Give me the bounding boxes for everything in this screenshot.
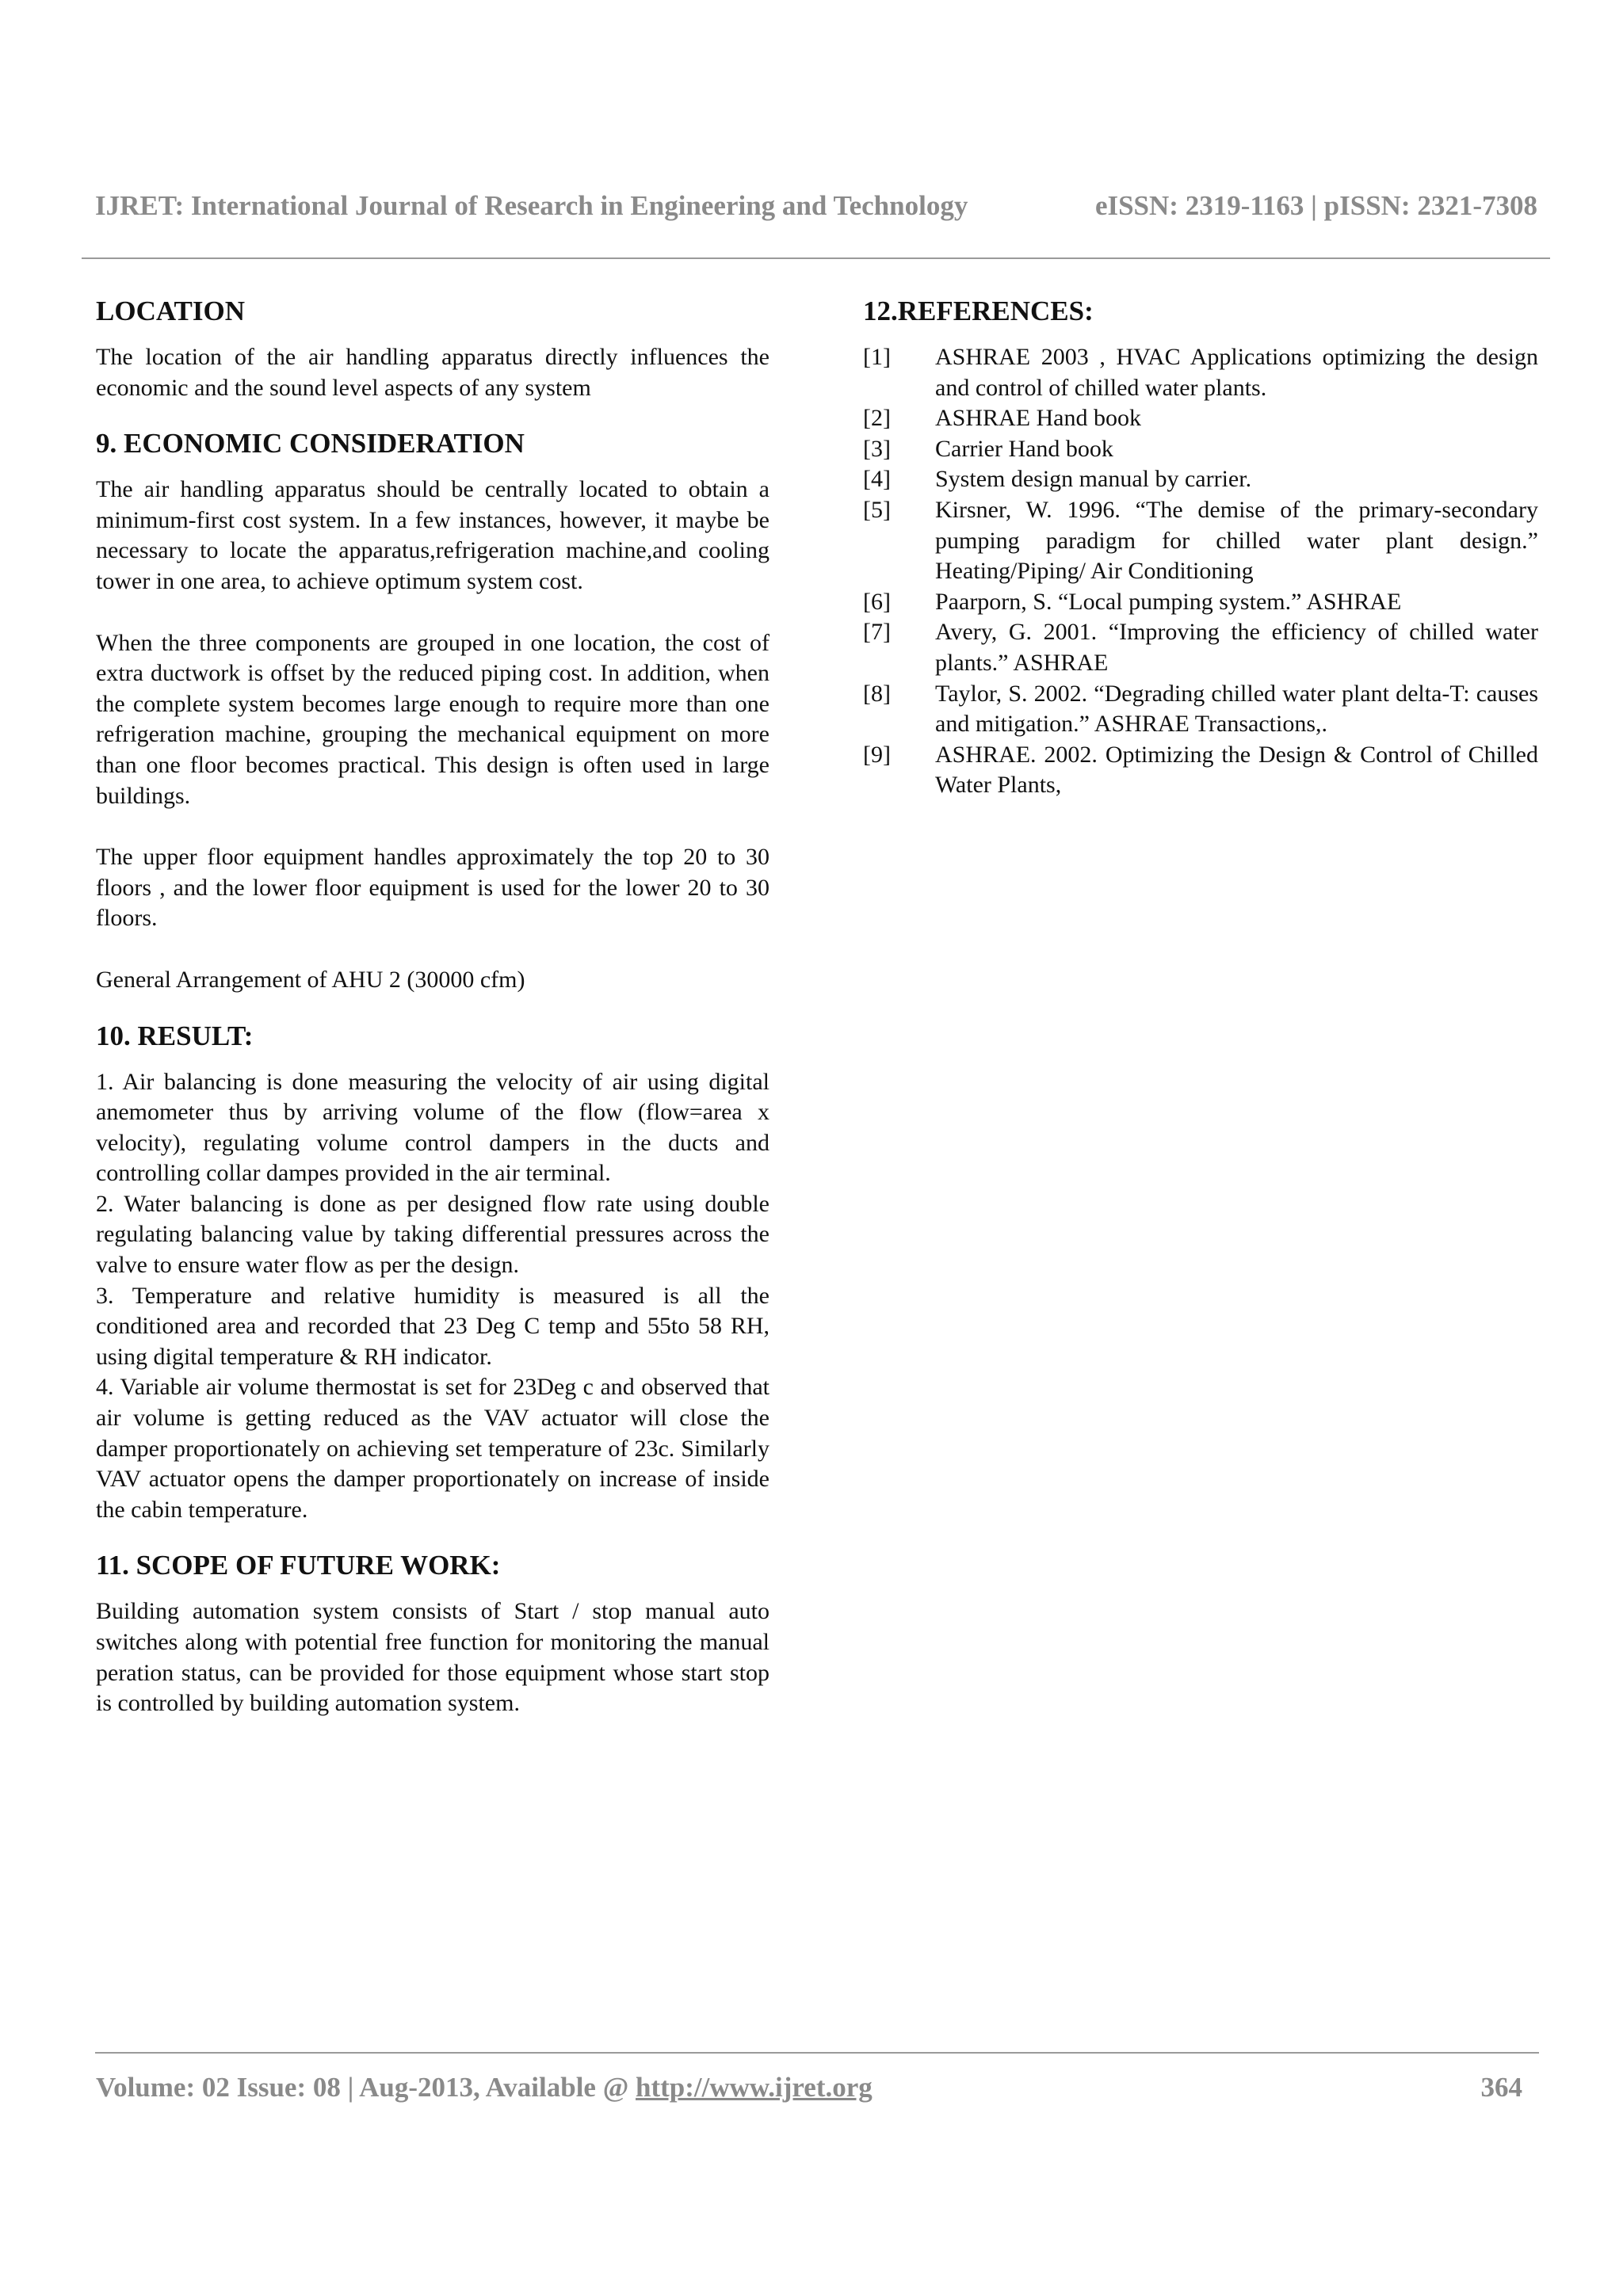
economic-paragraph-1: The air handling apparatus should be centrally located to obtain a minimum-first cost system. In a few instances, however, it maybe be necessary to locate the apparatus,refrigeration machine,and cooling tower in one area, to achieve optimum system cost. <box>96 476 769 594</box>
reference-text: System design manual by carrier. <box>935 466 1252 493</box>
reference-item <box>863 617 1538 678</box>
reference-item <box>863 587 1538 618</box>
reference-number: [9] <box>863 741 891 768</box>
running-header <box>95 190 1537 230</box>
reference-item <box>863 403 1538 434</box>
journal-title: IJRET: International Journal of Research in Engineering and Technology <box>95 190 968 221</box>
journal-link[interactable]: http://www.ijret.org <box>636 2072 873 2103</box>
reference-number: [5] <box>863 496 891 523</box>
result-item-4: 4. Variable air volume thermostat is set for 23Deg c and observed that air volume is getting reduced as the VAV actuator will close the damper proportionately on achieving set temperature of 23c. Similarly VAV actuator opens the damper proportionately on increase of inside the cabin temperature. <box>96 1374 769 1523</box>
reference-number: [3] <box>863 435 891 462</box>
result-heading: 10. RESULT: <box>96 1020 254 1051</box>
reference-item <box>863 342 1538 403</box>
economic-paragraph-3: The upper floor equipment handles approximately the top 20 to 30 floors , and the lower floor equipment is used for the lower 20 to 30 floors. <box>96 844 769 932</box>
reference-text: Avery, G. 2001. “Improving the efficiency of chilled water plants.” ASHRAE <box>935 619 1538 676</box>
reference-number: [8] <box>863 680 891 707</box>
reference-item <box>863 679 1538 740</box>
reference-text: Paarporn, S. “Local pumping system.” ASHRAE <box>935 588 1402 615</box>
footer-divider <box>95 2052 1539 2054</box>
economic-paragraph-2: When the three components are grouped in one location, the cost of extra ductwork is offset by the reduced piping cost. In addition, when the complete system becomes large enough to require more than one refrigeration machine, grouping the mechanical equipment on more than one floor becomes practical. This design is often used in large buildings. <box>96 629 769 809</box>
reference-number: [7] <box>863 619 891 646</box>
running-footer <box>96 2072 1522 2111</box>
result-item-1: 1. Air balancing is done measuring the velocity of air using digital anemometer thus by arriving volume of the flow (flow=area x velocity), regulating volume control dampers in the ducts and controlling collar dampes provided in the air terminal. <box>96 1068 769 1187</box>
ahu-arrangement-caption: General Arrangement of AHU 2 (30000 cfm) <box>96 966 525 993</box>
future-work-heading: 11. SCOPE OF FUTURE WORK: <box>96 1550 501 1581</box>
reference-number: [4] <box>863 466 891 493</box>
location-heading: LOCATION <box>96 296 245 326</box>
reference-text: ASHRAE. 2002. Optimizing the Design & Control of Chilled Water Plants, <box>935 741 1538 799</box>
references-list <box>863 342 1538 801</box>
issn-info: eISSN: 2319-1163 | pISSN: 2321-7308 <box>1094 190 1537 221</box>
reference-number: [6] <box>863 588 891 615</box>
header-divider <box>82 257 1550 259</box>
future-work-paragraph: Building automation system consists of Start / stop manual auto switches along with potential free function for monitoring the manual peration status, can be provided for those equipment whose start stop is controlled by building automation system. <box>96 1598 769 1717</box>
reference-item <box>863 434 1538 465</box>
reference-item <box>863 464 1538 495</box>
reference-item <box>863 495 1538 587</box>
references-heading: 12.REFERENCES: <box>863 296 1094 326</box>
reference-text: ASHRAE Hand book <box>935 405 1141 432</box>
result-item-3: 3. Temperature and relative humidity is measured is all the conditioned area and recorded that 23 Deg C temp and 55to 58 RH, using digital temperature & RH indicator. <box>96 1282 769 1370</box>
location-paragraph: The location of the air handling apparatus directly influences the economic and the sound level aspects of any system <box>96 344 769 401</box>
reference-number: [1] <box>863 344 891 370</box>
reference-number: [2] <box>863 405 891 432</box>
economic-heading: 9. ECONOMIC CONSIDERATION <box>96 428 525 460</box>
reference-text: Kirsner, W. 1996. “The demise of the primary-secondary pumping paradigm for chilled water plant design.” Heating/Piping/ Air Conditioning <box>935 496 1538 585</box>
reference-text: ASHRAE 2003 , HVAC Applications optimizing the design and control of chilled water plants. <box>935 344 1538 401</box>
volume-info <box>96 2072 873 2103</box>
right-column <box>863 295 1538 801</box>
volume-text: Volume: 02 Issue: 08 | Aug-2013, Available @ <box>96 2072 636 2103</box>
result-item-2: 2. Water balancing is done as per designed flow rate using double regulating balancing value by taking differential pressures across the valve to ensure water flow as per the design. <box>96 1190 769 1279</box>
left-column <box>96 295 769 1719</box>
reference-text: Carrier Hand book <box>935 435 1113 462</box>
reference-item <box>863 740 1538 801</box>
reference-text: Taylor, S. 2002. “Degrading chilled water plant delta-T: causes and mitigation.” ASHRAE Transactions,. <box>935 680 1538 738</box>
page-number: 364 <box>1480 2072 1522 2103</box>
